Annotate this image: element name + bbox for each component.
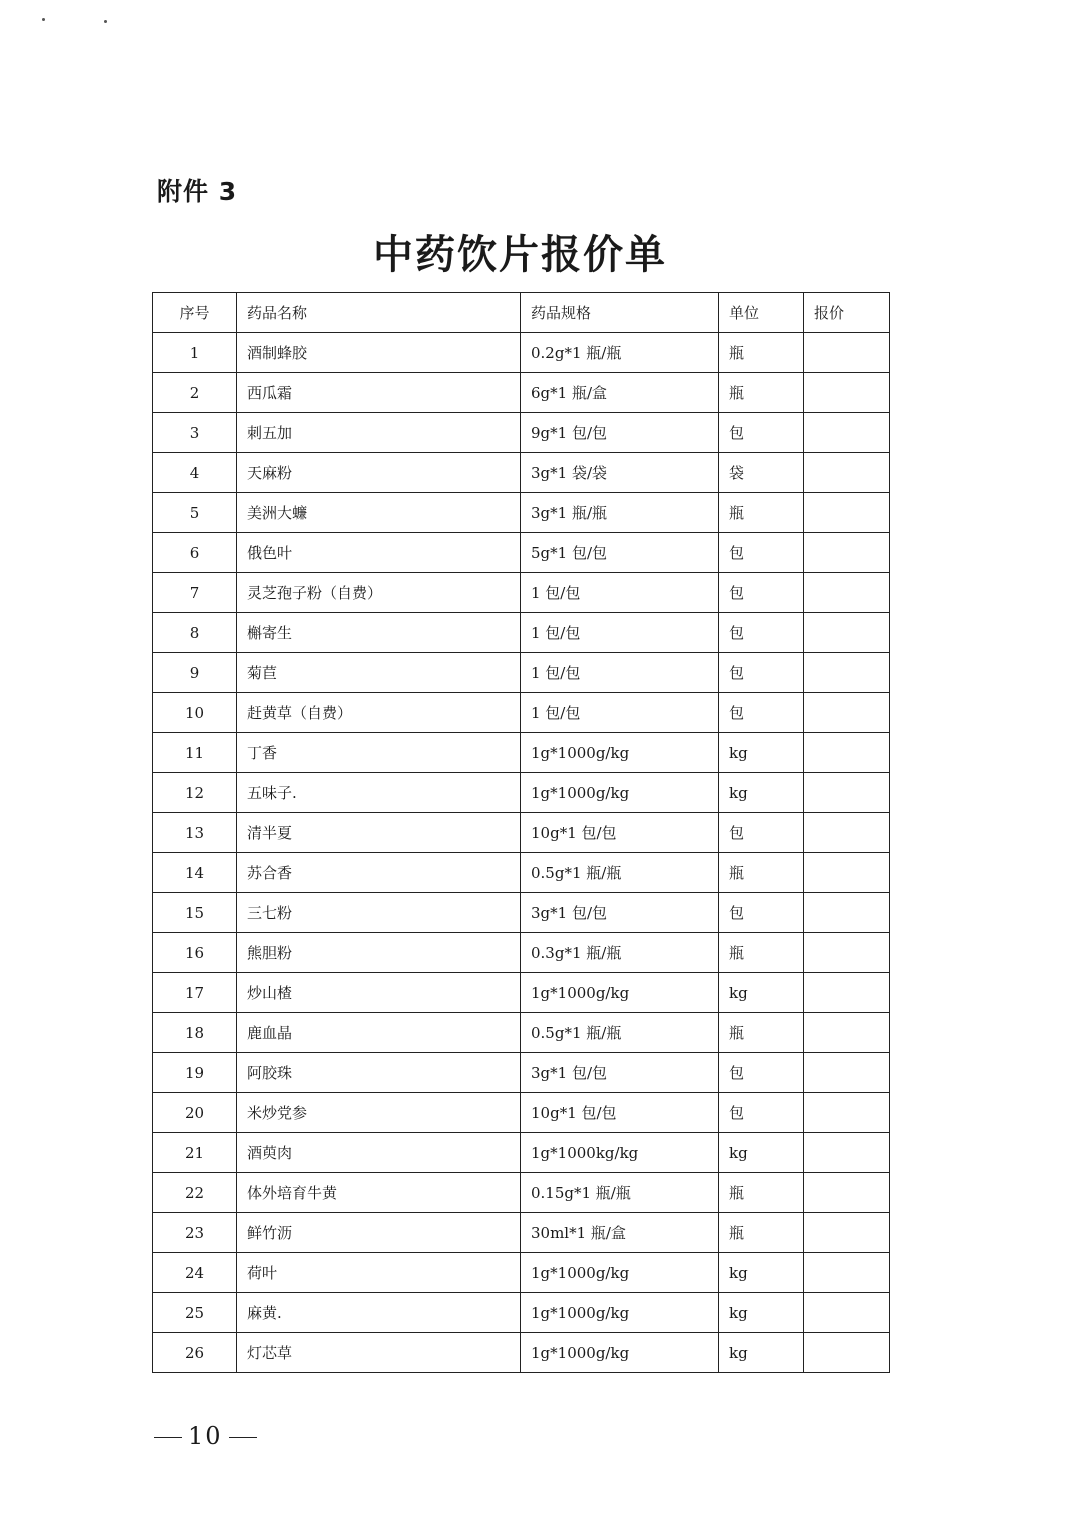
row-drug-spec: 0.5g*1 瓶/瓶 — [521, 1013, 719, 1053]
row-drug-name: 丁香 — [237, 733, 521, 773]
row-price[interactable] — [804, 1173, 890, 1213]
row-index: 21 — [153, 1133, 237, 1173]
row-price[interactable] — [804, 693, 890, 733]
header-unit: 单位 — [719, 293, 804, 333]
row-drug-name: 天麻粉 — [237, 453, 521, 493]
row-drug-spec: 1g*1000g/kg — [521, 1293, 719, 1333]
row-drug-name: 赶黄草（自费） — [237, 693, 521, 733]
row-index: 26 — [153, 1333, 237, 1373]
row-drug-spec: 0.2g*1 瓶/瓶 — [521, 333, 719, 373]
row-drug-spec: 10g*1 包/包 — [521, 813, 719, 853]
row-drug-spec: 30ml*1 瓶/盒 — [521, 1213, 719, 1253]
attachment-label: 附件 3 — [157, 177, 238, 206]
table-row — [153, 1253, 890, 1293]
row-drug-spec: 1 包/包 — [521, 613, 719, 653]
row-price[interactable] — [804, 1293, 890, 1333]
row-price[interactable] — [804, 533, 890, 573]
table-row — [153, 893, 890, 933]
row-unit: 包 — [719, 653, 804, 693]
row-drug-spec: 3g*1 袋/袋 — [521, 453, 719, 493]
row-price[interactable] — [804, 613, 890, 653]
row-drug-name: 槲寄生 — [237, 613, 521, 653]
row-drug-spec: 1 包/包 — [521, 653, 719, 693]
table-row — [153, 613, 890, 653]
table-row — [153, 1333, 890, 1373]
row-unit: kg — [719, 973, 804, 1013]
row-drug-name: 灵芝孢子粉（自费） — [237, 573, 521, 613]
row-unit: 瓶 — [719, 373, 804, 413]
row-drug-spec: 1g*1000kg/kg — [521, 1133, 719, 1173]
table-row — [153, 853, 890, 893]
table-row — [153, 1133, 890, 1173]
row-unit: 包 — [719, 413, 804, 453]
table-row — [153, 653, 890, 693]
footer-dash-right — [229, 1437, 257, 1438]
row-drug-name: 西瓜霜 — [237, 373, 521, 413]
row-index: 25 — [153, 1293, 237, 1333]
row-index: 6 — [153, 533, 237, 573]
row-drug-name: 熊胆粉 — [237, 933, 521, 973]
row-index: 18 — [153, 1013, 237, 1053]
row-drug-name: 荷叶 — [237, 1253, 521, 1293]
row-index: 9 — [153, 653, 237, 693]
row-price[interactable] — [804, 413, 890, 453]
row-unit: 瓶 — [719, 933, 804, 973]
row-unit: 包 — [719, 573, 804, 613]
table-row — [153, 413, 890, 453]
table-row — [153, 733, 890, 773]
row-unit: 瓶 — [719, 493, 804, 533]
row-drug-spec: 1g*1000g/kg — [521, 1333, 719, 1373]
row-index: 15 — [153, 893, 237, 933]
row-price[interactable] — [804, 573, 890, 613]
scan-speck — [104, 20, 107, 23]
row-unit: kg — [719, 773, 804, 813]
row-unit: kg — [719, 1333, 804, 1373]
row-drug-spec: 10g*1 包/包 — [521, 1093, 719, 1133]
row-drug-name: 鹿血晶 — [237, 1013, 521, 1053]
row-price[interactable] — [804, 893, 890, 933]
row-drug-name: 鲜竹沥 — [237, 1213, 521, 1253]
row-drug-name: 阿胶珠 — [237, 1053, 521, 1093]
header-index: 序号 — [153, 293, 237, 333]
row-index: 5 — [153, 493, 237, 533]
row-unit: 包 — [719, 813, 804, 853]
row-unit: 包 — [719, 1093, 804, 1133]
row-price[interactable] — [804, 853, 890, 893]
table-row — [153, 1093, 890, 1133]
row-price[interactable] — [804, 1013, 890, 1053]
table-row — [153, 1173, 890, 1213]
row-price[interactable] — [804, 813, 890, 853]
row-drug-name: 体外培育牛黄 — [237, 1173, 521, 1213]
row-price[interactable] — [804, 733, 890, 773]
scan-speck — [42, 18, 45, 21]
row-drug-spec: 5g*1 包/包 — [521, 533, 719, 573]
row-unit: 瓶 — [719, 1013, 804, 1053]
row-price[interactable] — [804, 1053, 890, 1093]
row-index: 20 — [153, 1093, 237, 1133]
row-drug-name: 刺五加 — [237, 413, 521, 453]
row-index: 7 — [153, 573, 237, 613]
row-unit: 包 — [719, 533, 804, 573]
row-drug-name: 炒山楂 — [237, 973, 521, 1013]
row-index: 4 — [153, 453, 237, 493]
row-index: 13 — [153, 813, 237, 853]
table-row — [153, 573, 890, 613]
row-unit: 包 — [719, 613, 804, 653]
table-row — [153, 1293, 890, 1333]
row-price[interactable] — [804, 1213, 890, 1253]
row-price[interactable] — [804, 1093, 890, 1133]
row-drug-name: 酒萸肉 — [237, 1133, 521, 1173]
row-drug-spec: 1g*1000g/kg — [521, 733, 719, 773]
page-title: 中药饮片报价单 — [373, 231, 667, 278]
row-price[interactable] — [804, 1253, 890, 1293]
table-header-row — [153, 293, 890, 333]
row-unit: 瓶 — [719, 333, 804, 373]
row-drug-spec: 3g*1 瓶/瓶 — [521, 493, 719, 533]
row-drug-name: 俄色叶 — [237, 533, 521, 573]
row-index: 12 — [153, 773, 237, 813]
row-index: 10 — [153, 693, 237, 733]
row-unit: kg — [719, 733, 804, 773]
row-unit: 包 — [719, 693, 804, 733]
table-row — [153, 973, 890, 1013]
row-drug-name: 酒制蜂胶 — [237, 333, 521, 373]
row-drug-name: 菊苣 — [237, 653, 521, 693]
table-row — [153, 1053, 890, 1093]
row-drug-name: 苏合香 — [237, 853, 521, 893]
row-price[interactable] — [804, 973, 890, 1013]
row-drug-name: 灯芯草 — [237, 1333, 521, 1373]
table-row — [153, 1213, 890, 1253]
row-index: 22 — [153, 1173, 237, 1213]
row-drug-spec: 3g*1 包/包 — [521, 893, 719, 933]
header-price: 报价 — [804, 293, 890, 333]
row-index: 3 — [153, 413, 237, 453]
row-drug-name: 三七粉 — [237, 893, 521, 933]
row-index: 2 — [153, 373, 237, 413]
row-drug-name: 米炒党参 — [237, 1093, 521, 1133]
table-row — [153, 493, 890, 533]
table-row — [153, 533, 890, 573]
row-unit: kg — [719, 1133, 804, 1173]
table-row — [153, 773, 890, 813]
row-unit: 瓶 — [719, 1173, 804, 1213]
row-index: 24 — [153, 1253, 237, 1293]
row-index: 16 — [153, 933, 237, 973]
row-price[interactable] — [804, 1133, 890, 1173]
table-row — [153, 933, 890, 973]
row-unit: 瓶 — [719, 1213, 804, 1253]
row-price[interactable] — [804, 373, 890, 413]
row-unit: 包 — [719, 893, 804, 933]
row-index: 17 — [153, 973, 237, 1013]
table-row — [153, 373, 890, 413]
row-drug-name: 五味子. — [237, 773, 521, 813]
row-drug-spec: 1 包/包 — [521, 573, 719, 613]
header-drug-name: 药品名称 — [237, 293, 521, 333]
row-price[interactable] — [804, 453, 890, 493]
row-price[interactable] — [804, 653, 890, 693]
page-footer — [148, 1422, 263, 1450]
row-drug-spec: 0.3g*1 瓶/瓶 — [521, 933, 719, 973]
row-price[interactable] — [804, 493, 890, 533]
table-row — [153, 1013, 890, 1053]
table-row — [153, 333, 890, 373]
row-drug-spec: 9g*1 包/包 — [521, 413, 719, 453]
table-row — [153, 453, 890, 493]
row-index: 11 — [153, 733, 237, 773]
row-index: 8 — [153, 613, 237, 653]
row-index: 14 — [153, 853, 237, 893]
row-index: 19 — [153, 1053, 237, 1093]
row-drug-spec: 1g*1000g/kg — [521, 1253, 719, 1293]
row-unit: 瓶 — [719, 853, 804, 893]
header-drug-spec: 药品规格 — [521, 293, 719, 333]
row-drug-spec: 1g*1000g/kg — [521, 973, 719, 1013]
page-number: 10 — [188, 1422, 223, 1450]
row-price[interactable] — [804, 773, 890, 813]
price-quote-table — [152, 292, 890, 1373]
row-unit: 包 — [719, 1053, 804, 1093]
row-index: 1 — [153, 333, 237, 373]
row-index: 23 — [153, 1213, 237, 1253]
row-unit: kg — [719, 1253, 804, 1293]
row-drug-name: 清半夏 — [237, 813, 521, 853]
row-drug-spec: 0.15g*1 瓶/瓶 — [521, 1173, 719, 1213]
row-unit: 袋 — [719, 453, 804, 493]
footer-dash-left — [154, 1437, 182, 1438]
row-drug-name: 美洲大蠊 — [237, 493, 521, 533]
table-row — [153, 693, 890, 733]
row-drug-spec: 0.5g*1 瓶/瓶 — [521, 853, 719, 893]
row-price[interactable] — [804, 1333, 890, 1373]
row-drug-spec: 1 包/包 — [521, 693, 719, 733]
row-price[interactable] — [804, 333, 890, 373]
row-price[interactable] — [804, 933, 890, 973]
row-drug-spec: 6g*1 瓶/盒 — [521, 373, 719, 413]
row-drug-spec: 1g*1000g/kg — [521, 773, 719, 813]
row-drug-name: 麻黄. — [237, 1293, 521, 1333]
row-drug-spec: 3g*1 包/包 — [521, 1053, 719, 1093]
table-row — [153, 813, 890, 853]
row-unit: kg — [719, 1293, 804, 1333]
